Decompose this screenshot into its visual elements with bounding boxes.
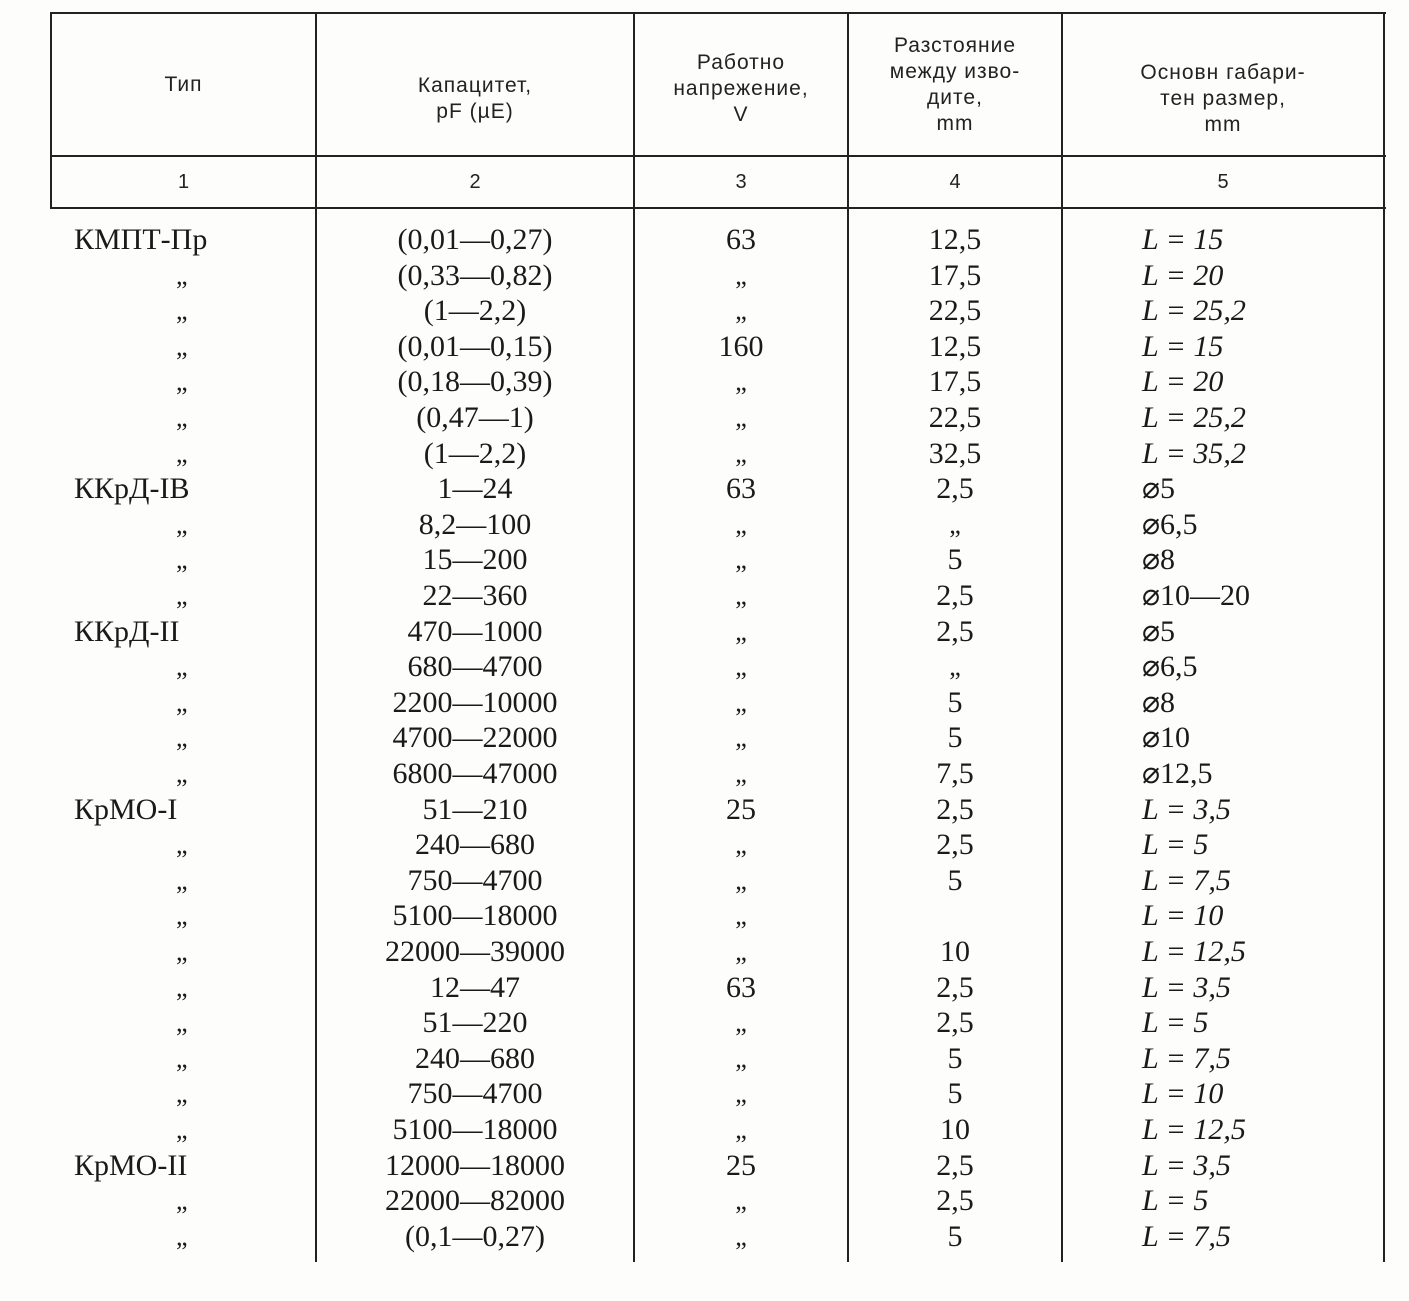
cell-lead-spacing: „	[949, 652, 961, 682]
cell-capacitance: 750—4700	[407, 863, 543, 897]
table-row	[0, 542, 1409, 578]
cell-dimension: ⌀10	[1142, 721, 1191, 755]
cell-lead-spacing: 2,5	[936, 579, 974, 612]
cell-capacitance: (0,1—0,27)	[405, 1219, 545, 1253]
cell-capacitance: 4700—22000	[392, 721, 558, 755]
cell-capacitance: (1—2,2)	[423, 436, 527, 470]
cell-voltage: „	[735, 1008, 747, 1038]
cell-dimension: ⌀5	[1142, 614, 1176, 648]
cell-voltage: „	[735, 1079, 747, 1109]
cell-dimension: L = 10	[1142, 899, 1224, 933]
table-row	[0, 222, 1409, 258]
cell-type: „	[176, 723, 188, 753]
cell-capacitance: 240—680	[415, 1041, 535, 1075]
cell-type: „	[176, 1043, 188, 1073]
table-row	[0, 685, 1409, 721]
cell-lead-spacing: 5	[947, 863, 963, 897]
cell-voltage: „	[735, 296, 747, 326]
cell-dimension: L = 20	[1142, 365, 1224, 399]
cell-voltage: „	[735, 687, 747, 717]
cell-dimension: ⌀6,5	[1142, 650, 1198, 684]
cell-lead-spacing: 17,5	[928, 365, 982, 399]
cell-capacitance: 22000—82000	[385, 1184, 565, 1218]
cell-type: КМПТ-Пр	[74, 223, 208, 256]
cell-capacitance: (0,01—0,27)	[397, 223, 553, 256]
cell-capacitance: 5100—18000	[392, 899, 558, 933]
cell-lead-spacing: 17,5	[928, 258, 982, 292]
cell-type: ККрД-II	[74, 614, 180, 648]
cell-type: „	[176, 260, 188, 290]
cell-lead-spacing: 10	[940, 1113, 970, 1146]
table-row	[0, 1219, 1409, 1255]
cell-voltage: „	[735, 581, 747, 610]
cell-voltage: „	[735, 759, 747, 788]
table-row	[0, 1076, 1409, 1112]
table-row	[0, 827, 1409, 863]
cell-lead-spacing: 5	[947, 1041, 963, 1075]
cell-type: „	[176, 759, 188, 788]
table-row	[0, 1183, 1409, 1219]
cell-capacitance: 15—200	[422, 543, 528, 577]
cell-type: „	[176, 687, 188, 717]
cell-lead-spacing: 32,5	[928, 436, 982, 470]
cell-lead-spacing: 22,5	[928, 401, 982, 434]
cell-capacitance: 680—4700	[407, 650, 543, 684]
table-row	[0, 614, 1409, 650]
cell-voltage: „	[735, 438, 747, 468]
cell-voltage: „	[735, 937, 747, 966]
header-type: Тип	[164, 72, 203, 96]
cell-voltage: „	[735, 403, 747, 432]
cell-type: „	[176, 830, 188, 860]
cell-voltage: „	[735, 260, 747, 290]
cell-voltage: 25	[726, 792, 756, 826]
cell-type: „	[176, 438, 188, 468]
cell-capacitance: 6800—47000	[392, 757, 558, 790]
cell-lead-spacing: 2,5	[936, 828, 974, 862]
cell-lead-spacing: 2,5	[936, 614, 974, 648]
cell-type: КрМО-II	[74, 1148, 188, 1182]
table-row	[0, 934, 1409, 970]
column-number-2: 2	[469, 170, 481, 193]
cell-dimension: ⌀5	[1142, 472, 1176, 506]
table-row	[0, 364, 1409, 400]
cell-type: „	[176, 296, 188, 326]
cell-lead-spacing: 2,5	[936, 1148, 974, 1182]
cell-voltage: „	[735, 901, 747, 931]
cell-capacitance: 1—24	[437, 472, 513, 506]
cell-voltage: „	[735, 1221, 747, 1251]
cell-capacitance: 750—4700	[407, 1077, 543, 1111]
cell-lead-spacing: 22,5	[928, 294, 982, 328]
table-row	[0, 649, 1409, 685]
cell-voltage: 63	[726, 223, 756, 256]
cell-capacitance: 8,2—100	[418, 507, 532, 541]
cell-voltage: „	[735, 1115, 747, 1144]
cell-lead-spacing: 12,5	[928, 223, 982, 256]
table-row	[0, 1148, 1409, 1184]
table-row	[0, 293, 1409, 329]
cell-voltage: „	[735, 652, 747, 682]
cell-dimension: ⌀8	[1142, 685, 1176, 719]
cell-capacitance: (1—2,2)	[423, 294, 527, 328]
cell-lead-spacing: 2,5	[936, 792, 974, 826]
cell-dimension: L = 7,5	[1142, 1041, 1231, 1075]
cell-capacitance: 12—47	[430, 970, 520, 1004]
cell-lead-spacing: 12,5	[928, 329, 982, 363]
cell-voltage: 63	[726, 970, 756, 1004]
cell-dimension: L = 10	[1142, 1077, 1224, 1111]
cell-dimension: L = 5	[1142, 828, 1209, 862]
cell-dimension: L = 3,5	[1142, 792, 1231, 826]
cell-lead-spacing: 5	[947, 543, 963, 577]
table-row	[0, 436, 1409, 472]
header-overall-dimension: Основн габари- тен размер, mm	[1140, 60, 1306, 136]
cell-lead-spacing: 10	[940, 935, 970, 968]
cell-voltage: „	[735, 1186, 747, 1216]
cell-capacitance: 12000—18000	[385, 1148, 565, 1182]
cell-dimension: L = 20	[1142, 258, 1224, 292]
cell-dimension: L = 15	[1142, 223, 1224, 256]
cell-capacitance: 470—1000	[407, 614, 543, 648]
cell-capacitance: 51—210	[422, 792, 528, 826]
cell-type: „	[176, 1186, 188, 1216]
cell-capacitance: 22000—39000	[385, 935, 565, 968]
table-row	[0, 792, 1409, 828]
cell-dimension: L = 25,2	[1142, 294, 1246, 328]
cell-capacitance: 240—680	[415, 828, 535, 862]
cell-type: ККрД-IВ	[74, 472, 190, 506]
cell-type: „	[176, 403, 188, 432]
cell-type: „	[176, 1079, 188, 1109]
header-working-voltage: Работно напрежение, V	[673, 50, 809, 126]
cell-type: „	[176, 901, 188, 931]
cell-dimension: ⌀12,5	[1142, 757, 1213, 790]
cell-capacitance: (0,33—0,82)	[397, 258, 553, 292]
cell-type: „	[176, 509, 188, 539]
cell-type: „	[176, 1008, 188, 1038]
cell-lead-spacing: 2,5	[936, 970, 974, 1004]
cell-lead-spacing: 2,5	[936, 472, 974, 506]
cell-voltage: „	[735, 1043, 747, 1073]
table-row	[0, 1112, 1409, 1148]
cell-type: „	[176, 865, 188, 895]
column-number-3: 3	[735, 170, 747, 193]
cell-lead-spacing: 2,5	[936, 1006, 974, 1040]
table-row	[0, 258, 1409, 294]
column-number-separator	[50, 207, 1386, 209]
cell-voltage: „	[735, 545, 747, 575]
table-row	[0, 756, 1409, 792]
cell-dimension: L = 12,5	[1142, 1113, 1246, 1146]
cell-dimension: L = 5	[1142, 1184, 1209, 1218]
cell-voltage: 63	[726, 472, 756, 506]
cell-dimension: L = 7,5	[1142, 863, 1231, 897]
cell-dimension: L = 35,2	[1142, 436, 1246, 470]
cell-type: „	[176, 367, 188, 397]
cell-dimension: L = 5	[1142, 1006, 1209, 1040]
column-number-1: 1	[177, 170, 190, 193]
table-row	[0, 898, 1409, 934]
cell-type: „	[176, 972, 188, 1002]
cell-voltage: „	[735, 723, 747, 753]
table-row	[0, 970, 1409, 1006]
cell-lead-spacing: 2,5	[936, 1184, 974, 1218]
cell-type: „	[176, 652, 188, 682]
cell-type: „	[176, 1115, 188, 1144]
cell-lead-spacing: „	[949, 509, 961, 539]
cell-voltage: „	[735, 830, 747, 860]
cell-dimension: ⌀8	[1142, 543, 1176, 577]
cell-type: КрМО-I	[74, 792, 178, 826]
table-row	[0, 471, 1409, 507]
cell-dimension: ⌀10—20	[1142, 579, 1251, 612]
cell-type: „	[176, 545, 188, 575]
table-row	[0, 720, 1409, 756]
header-capacitance: Капацитет, pF (µE)	[417, 73, 533, 123]
cell-voltage: 25	[726, 1148, 756, 1182]
cell-type: „	[176, 581, 188, 610]
table-row	[0, 578, 1409, 614]
cell-capacitance: (0,18—0,39)	[397, 365, 553, 399]
cell-voltage: „	[735, 616, 747, 646]
cell-voltage: „	[735, 509, 747, 539]
cell-dimension: ⌀6,5	[1142, 507, 1198, 541]
column-number-5: 5	[1217, 170, 1229, 193]
table-row	[0, 863, 1409, 899]
cell-capacitance: 51—220	[422, 1006, 528, 1040]
column-number-4: 4	[949, 170, 961, 193]
cell-dimension: L = 15	[1142, 329, 1224, 363]
cell-lead-spacing: 5	[947, 1219, 963, 1253]
cell-voltage: „	[735, 367, 747, 397]
cell-type: „	[176, 331, 188, 361]
cell-voltage: „	[735, 865, 747, 895]
cell-lead-spacing: 5	[947, 721, 963, 755]
cell-dimension: L = 25,2	[1142, 401, 1246, 434]
cell-voltage: 160	[718, 329, 764, 363]
cell-dimension: L = 3,5	[1142, 970, 1231, 1004]
cell-lead-spacing	[848, 898, 1062, 934]
cell-capacitance: (0,01—0,15)	[397, 329, 553, 363]
cell-type: „	[176, 937, 188, 966]
cell-dimension: L = 3,5	[1142, 1148, 1231, 1182]
cell-capacitance: 22—360	[422, 579, 528, 612]
table-row	[0, 1041, 1409, 1077]
cell-lead-spacing: 5	[947, 685, 963, 719]
cell-capacitance: (0,47—1)	[416, 401, 534, 434]
cell-lead-spacing: 7,5	[936, 757, 974, 790]
cell-type: „	[176, 1221, 188, 1251]
table-row	[0, 400, 1409, 436]
cell-capacitance: 2200—10000	[392, 685, 558, 719]
table-row	[0, 507, 1409, 543]
header-lead-spacing: Разстояние между изво- дите, mm	[889, 33, 1021, 135]
cell-capacitance: 5100—18000	[392, 1113, 558, 1146]
table-row	[0, 1005, 1409, 1041]
cell-dimension: L = 7,5	[1142, 1219, 1231, 1253]
cell-dimension: L = 12,5	[1142, 935, 1246, 968]
table-row	[0, 329, 1409, 365]
cell-lead-spacing: 5	[947, 1077, 963, 1111]
